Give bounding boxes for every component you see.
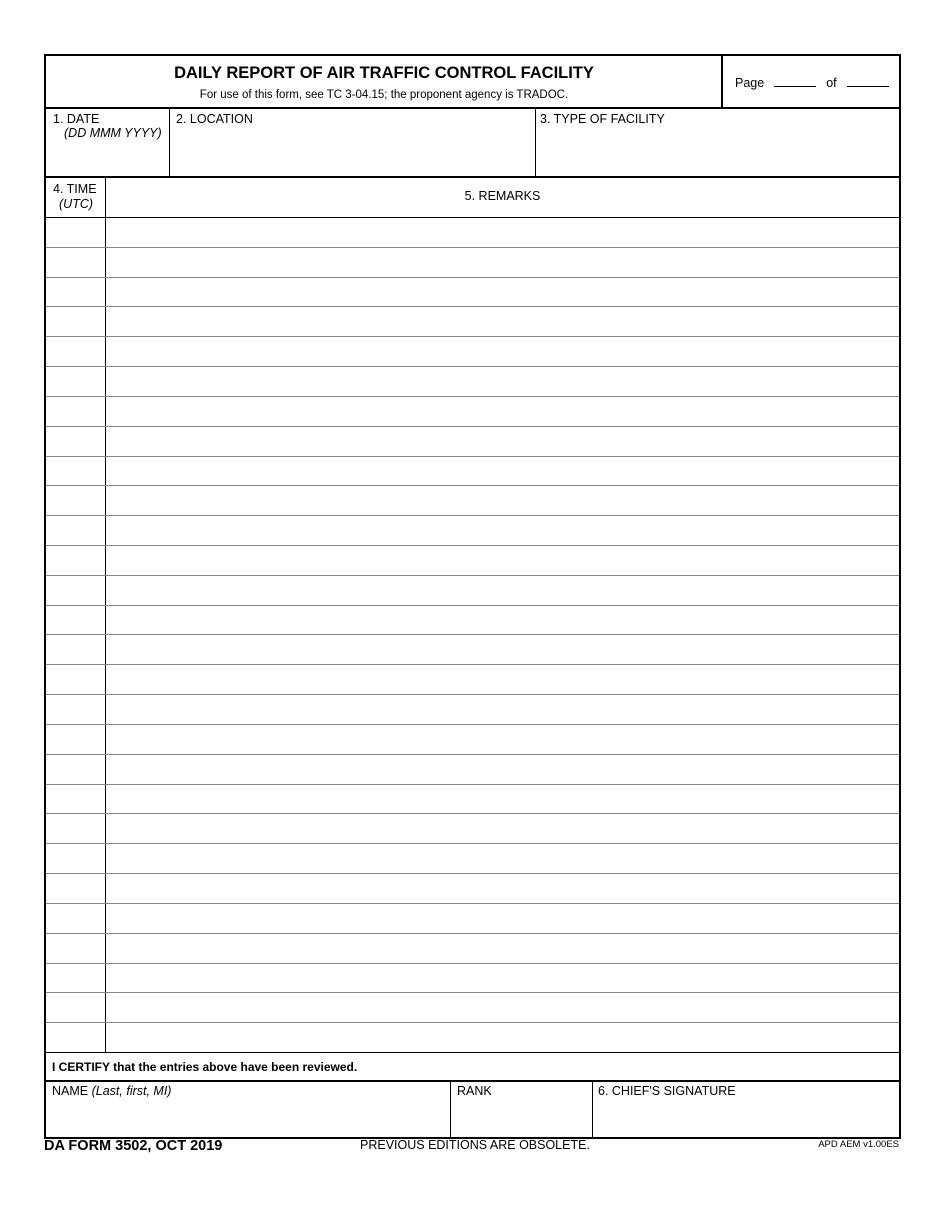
remarks-cell[interactable] <box>106 993 899 1022</box>
remarks-cell[interactable] <box>106 964 899 993</box>
time-cell[interactable] <box>46 337 105 366</box>
page-field[interactable] <box>774 76 816 87</box>
remarks-cell[interactable] <box>106 397 899 426</box>
of-label: of <box>826 76 837 90</box>
name-label-text: NAME <box>52 1084 89 1098</box>
time-cell[interactable] <box>46 785 105 814</box>
remarks-cell[interactable] <box>106 785 899 814</box>
remarks-cell[interactable] <box>106 278 899 307</box>
form-body <box>44 54 901 1139</box>
name-hint: (Last, first, MI) <box>91 1084 172 1098</box>
time-cell[interactable] <box>46 874 105 903</box>
divider <box>46 176 899 178</box>
remarks-cell[interactable] <box>106 934 899 963</box>
divider <box>721 56 723 108</box>
certify-statement: I CERTIFY that the entries above have been reviewed. <box>52 1060 358 1074</box>
page-total-field[interactable] <box>847 76 889 87</box>
time-cell[interactable] <box>46 248 105 277</box>
time-cell[interactable] <box>46 218 105 247</box>
time-cell[interactable] <box>46 576 105 605</box>
remarks-cell[interactable] <box>106 814 899 843</box>
date-field[interactable] <box>46 109 170 176</box>
page-number <box>735 76 899 90</box>
remarks-cell[interactable] <box>106 337 899 366</box>
remarks-cell[interactable] <box>106 486 899 515</box>
time-cell[interactable] <box>46 278 105 307</box>
time-cell[interactable] <box>46 725 105 754</box>
signature-label: 6. CHIEF'S SIGNATURE <box>598 1084 736 1098</box>
page-label: Page <box>735 76 765 90</box>
remarks-cell[interactable] <box>106 695 899 724</box>
remarks-cell[interactable] <box>106 218 899 247</box>
rank-field[interactable] <box>451 1082 592 1137</box>
remarks-cell[interactable] <box>106 516 899 545</box>
form-title: DAILY REPORT OF AIR TRAFFIC CONTROL FACILITY <box>174 64 594 82</box>
remarks-header: 5. REMARKS <box>464 189 541 203</box>
location-field[interactable] <box>170 109 536 176</box>
remarks-cell[interactable] <box>106 904 899 933</box>
time-cell[interactable] <box>46 606 105 635</box>
name-field[interactable] <box>46 1082 450 1137</box>
remarks-cell[interactable] <box>106 635 899 664</box>
time-header: 4. TIME <box>53 182 97 196</box>
remarks-cell[interactable] <box>106 307 899 336</box>
time-cell[interactable] <box>46 457 105 486</box>
location-label: 2. LOCATION <box>176 112 253 126</box>
remarks-cell[interactable] <box>106 427 899 456</box>
time-cell[interactable] <box>46 964 105 993</box>
time-cell[interactable] <box>46 367 105 396</box>
time-cell[interactable] <box>46 814 105 843</box>
facility-label: 3. TYPE OF FACILITY <box>540 112 665 126</box>
remarks-cell[interactable] <box>106 546 899 575</box>
time-cell[interactable] <box>46 486 105 515</box>
time-cell[interactable] <box>46 546 105 575</box>
time-cell[interactable] <box>46 516 105 545</box>
time-cell[interactable] <box>46 307 105 336</box>
time-cell[interactable] <box>46 1023 105 1052</box>
form-subtitle: For use of this form, see TC 3-04.15; the proponent agency is TRADOC. <box>199 89 569 101</box>
version-label: APD AEM v1.00ES <box>818 1139 899 1150</box>
date-label: 1. DATE <box>53 112 100 126</box>
time-cell[interactable] <box>46 993 105 1022</box>
remarks-cell[interactable] <box>106 1023 899 1052</box>
time-cell[interactable] <box>46 635 105 664</box>
time-cell[interactable] <box>46 695 105 724</box>
time-cell[interactable] <box>46 844 105 873</box>
name-label <box>52 1084 171 1098</box>
obsolete-notice: PREVIOUS EDITIONS ARE OBSOLETE. <box>360 1138 590 1152</box>
signature-field[interactable] <box>593 1082 899 1137</box>
time-hint: (UTC) <box>59 197 94 211</box>
remarks-cell[interactable] <box>106 874 899 903</box>
time-cell[interactable] <box>46 397 105 426</box>
date-hint: (DD MMM YYYY) <box>64 126 162 140</box>
remarks-cell[interactable] <box>106 457 899 486</box>
remarks-cell[interactable] <box>106 665 899 694</box>
remarks-cell[interactable] <box>106 367 899 396</box>
remarks-cell[interactable] <box>106 606 899 635</box>
rank-label: RANK <box>457 1084 492 1098</box>
remarks-cell[interactable] <box>106 248 899 277</box>
time-cell[interactable] <box>46 755 105 784</box>
divider <box>46 1052 899 1053</box>
time-cell[interactable] <box>46 934 105 963</box>
remarks-cell[interactable] <box>106 576 899 605</box>
time-cell[interactable] <box>46 427 105 456</box>
form-id: DA FORM 3502, OCT 2019 <box>44 1138 223 1154</box>
facility-type-field[interactable] <box>536 109 899 176</box>
time-cell[interactable] <box>46 665 105 694</box>
time-cell[interactable] <box>46 904 105 933</box>
remarks-cell[interactable] <box>106 844 899 873</box>
remarks-cell[interactable] <box>106 755 899 784</box>
remarks-cell[interactable] <box>106 725 899 754</box>
